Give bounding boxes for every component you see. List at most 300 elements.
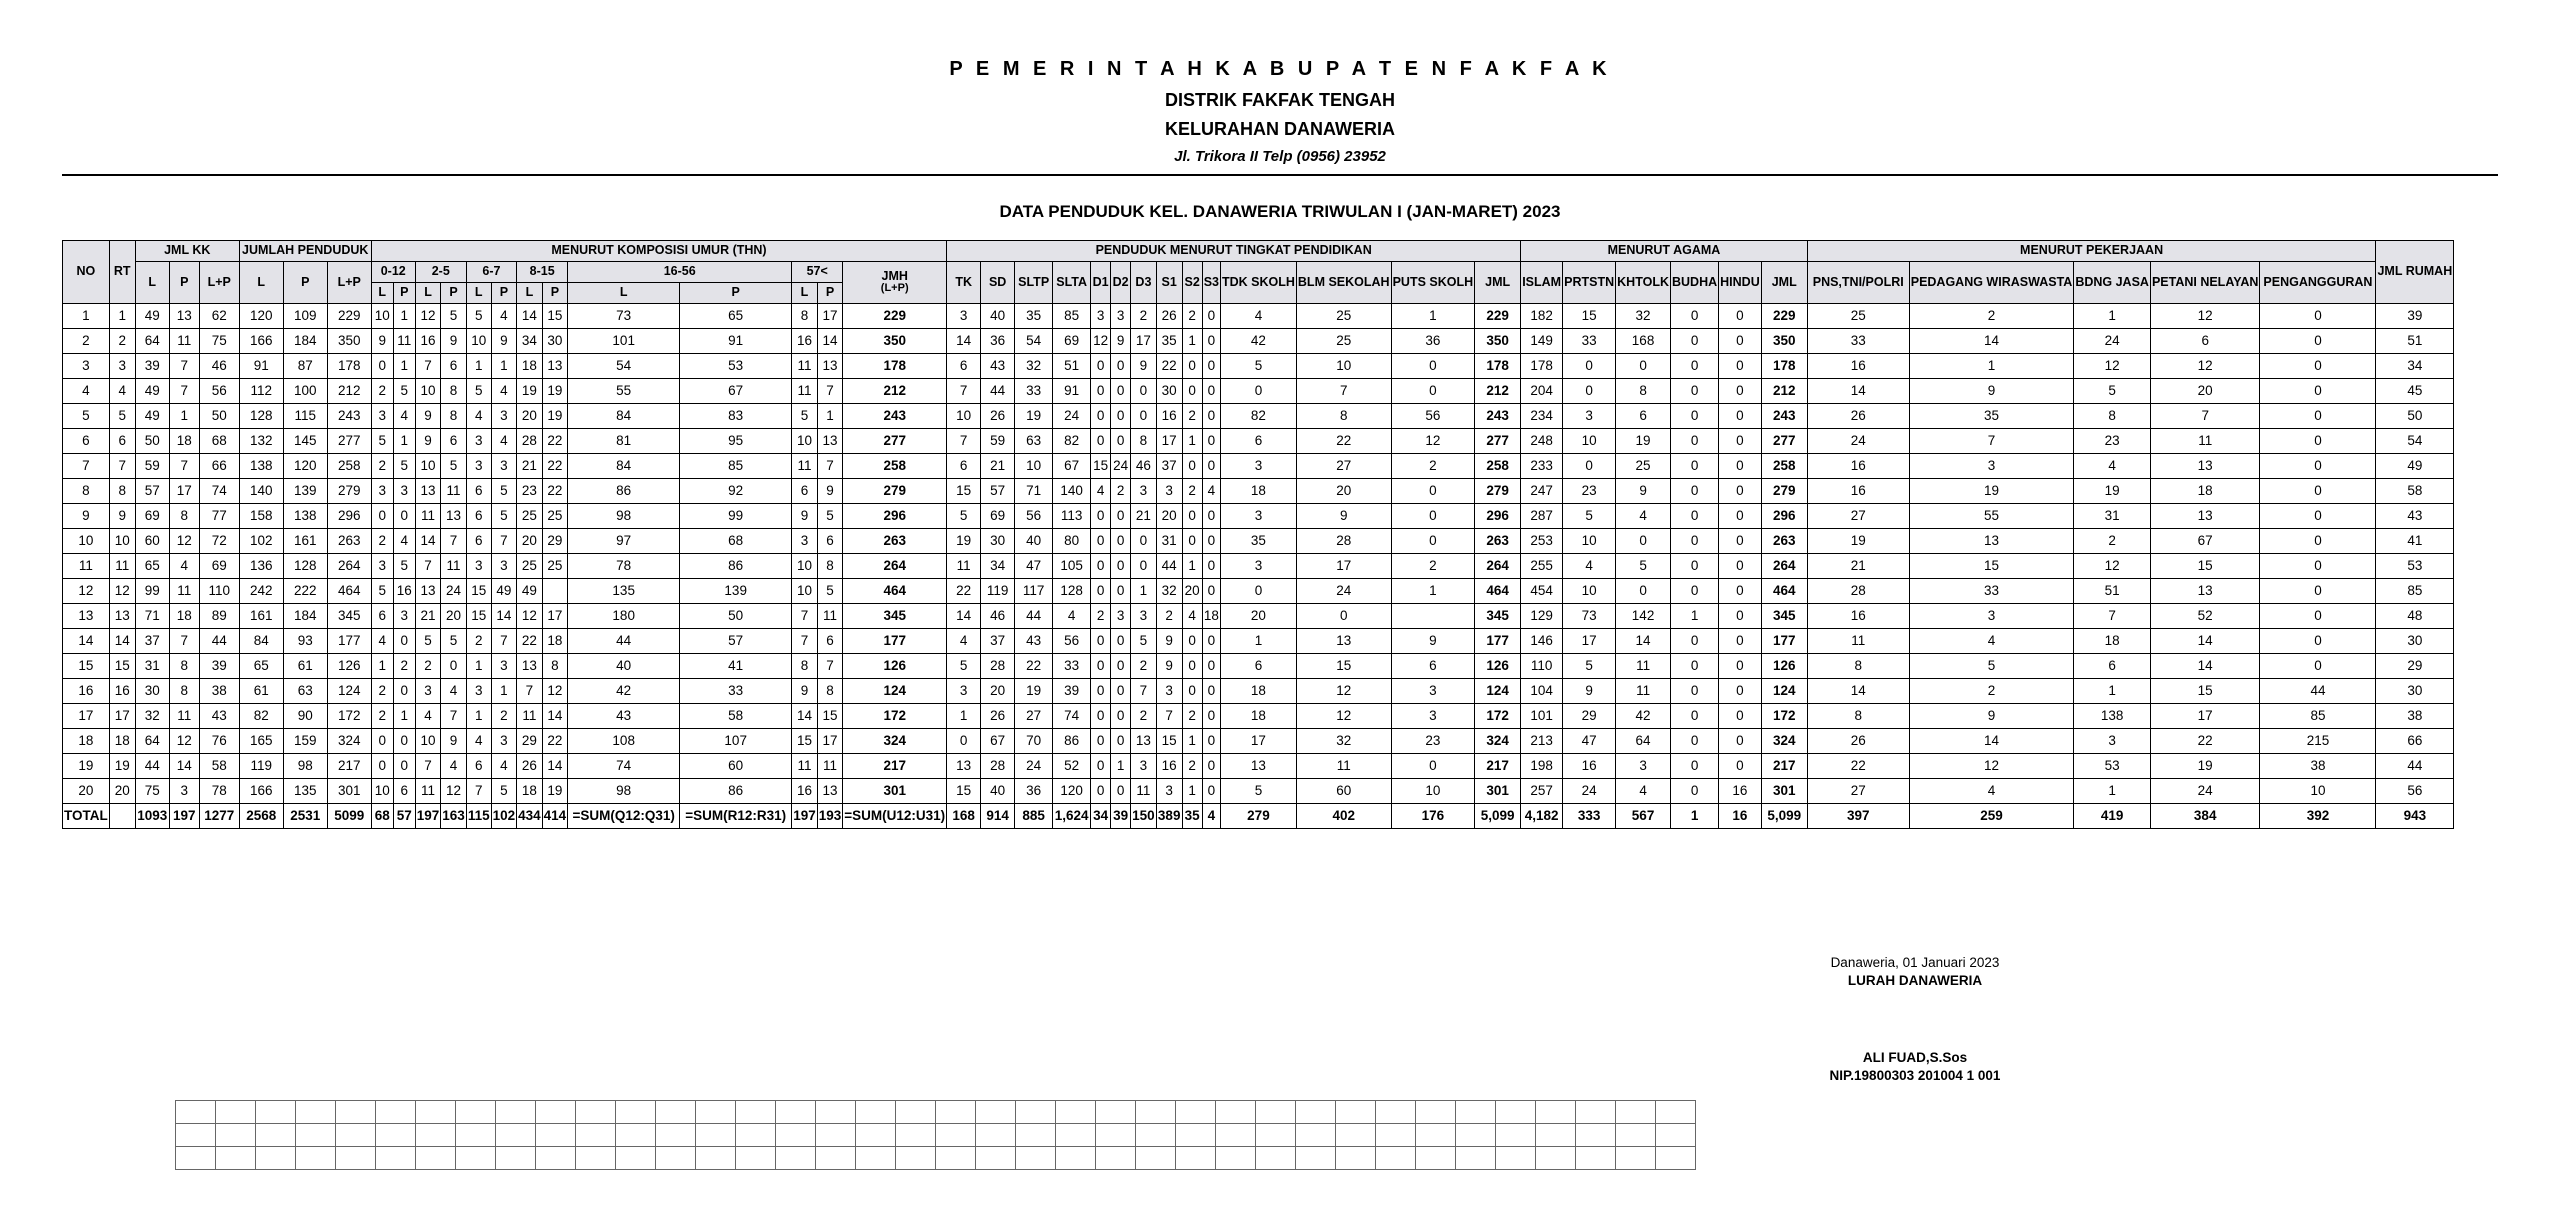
th-no: NO: [63, 241, 110, 304]
cell-edu-9: 0: [1202, 554, 1220, 579]
th-umur-6-7-p: P: [491, 283, 517, 304]
cell-umur-8: 97: [568, 529, 680, 554]
cell-penduduk-0: 140: [239, 479, 283, 504]
cell-penduduk-2: 258: [327, 454, 371, 479]
cell-penduduk-2: 124: [327, 679, 371, 704]
cell-kerja-2: 4: [2074, 454, 2151, 479]
cell-edu-12: [1391, 604, 1475, 629]
cell-agama-1: 0: [1563, 354, 1616, 379]
cell-rumah: 66: [2376, 729, 2454, 754]
cell-edu-8: 1: [1182, 329, 1202, 354]
cell-edu-4: 3: [1091, 304, 1111, 329]
cell-rumah: 53: [2376, 554, 2454, 579]
cell-edu-8: 0: [1182, 679, 1202, 704]
cell-agama-0: 146: [1521, 629, 1563, 654]
cell-edu-3: 67: [1053, 454, 1091, 479]
cell-umur-6: 20: [517, 404, 543, 429]
cell-edu-4: 4: [1091, 479, 1111, 504]
cell-kk-0: 30: [135, 679, 169, 704]
cell-edu-10: 17: [1220, 729, 1296, 754]
cell-umur-0: 5: [371, 579, 393, 604]
cell-edu-7: 32: [1156, 579, 1182, 604]
cell-no: 8: [63, 479, 110, 504]
blank-grid-cell: [576, 1101, 616, 1124]
cell-umur-2: 13: [415, 479, 441, 504]
cell-umur-7: 25: [542, 504, 568, 529]
th-umur-8-15-l: L: [517, 283, 543, 304]
cell-kk-2: 50: [199, 404, 239, 429]
cell-umur-5: 9: [491, 329, 517, 354]
cell-kk-1: 8: [169, 504, 199, 529]
cell-umur-10: 16: [792, 779, 818, 804]
cell-umur-4: 3: [466, 454, 491, 479]
cell-agama-1: 23: [1563, 479, 1616, 504]
cell-agama-1: 15: [1563, 304, 1616, 329]
blank-grid-cell: [1416, 1147, 1456, 1170]
cell-agama-4: 0: [1719, 554, 1762, 579]
cell-umur-8: 101: [568, 329, 680, 354]
cell-total-edu-9: 4: [1202, 804, 1220, 829]
cell-penduduk-0: 82: [239, 704, 283, 729]
cell-umur-4: 6: [466, 754, 491, 779]
cell-kk-1: 18: [169, 429, 199, 454]
cell-penduduk-2: 279: [327, 479, 371, 504]
cell-umur-0: 3: [371, 479, 393, 504]
cell-edu-12: 2: [1391, 554, 1475, 579]
cell-penduduk-0: 112: [239, 379, 283, 404]
cell-no: 13: [63, 604, 110, 629]
cell-agama-3: 0: [1671, 354, 1719, 379]
cell-kerja-4: 0: [2260, 654, 2376, 679]
cell-edu-3: 24: [1053, 404, 1091, 429]
th-umur-0-12-p: P: [393, 283, 415, 304]
cell-edu-13: 464: [1475, 579, 1521, 604]
cell-kk-1: 12: [169, 729, 199, 754]
th-pend-lp: L+P: [327, 262, 371, 304]
cell-edu-3: 140: [1053, 479, 1091, 504]
cell-edu-5: 0: [1111, 654, 1131, 679]
cell-jmh: 126: [843, 654, 947, 679]
blank-grid-cell: [816, 1147, 856, 1170]
blank-grid-cell: [856, 1101, 896, 1124]
cell-total-kerja-1: 259: [1909, 804, 2074, 829]
cell-rumah: 45: [2376, 379, 2454, 404]
blank-grid-cell: [216, 1124, 256, 1147]
blank-grid-cell: [776, 1101, 816, 1124]
th-kk-p: P: [169, 262, 199, 304]
cell-edu-7: 16: [1156, 404, 1182, 429]
cell-total-agama-2: 567: [1616, 804, 1671, 829]
blank-grid-cell: [1376, 1147, 1416, 1170]
cell-kerja-4: 0: [2260, 379, 2376, 404]
cell-kerja-2: 6: [2074, 654, 2151, 679]
cell-edu-2: 22: [1015, 654, 1053, 679]
cell-jmh: 301: [843, 779, 947, 804]
cell-umur-3: 5: [441, 454, 467, 479]
blank-grid-cell: [856, 1147, 896, 1170]
cell-edu-11: 9: [1296, 504, 1391, 529]
th-jmh-sub: (L+P): [880, 282, 909, 295]
cell-umur-2: 13: [415, 579, 441, 604]
cell-edu-7: 35: [1156, 329, 1182, 354]
table-row: [63, 529, 2454, 554]
cell-no: 6: [63, 429, 110, 454]
cell-rumah: 38: [2376, 704, 2454, 729]
cell-umur-8: 98: [568, 504, 680, 529]
cell-rt: 3: [109, 354, 135, 379]
cell-total-umur-1: 57: [393, 804, 415, 829]
cell-agama-1: 24: [1563, 779, 1616, 804]
cell-total-penduduk-1: 2531: [283, 804, 327, 829]
cell-agama-3: 0: [1671, 704, 1719, 729]
cell-edu-7: 26: [1156, 304, 1182, 329]
th-agama: MENURUT AGAMA: [1521, 241, 1808, 262]
th-umur-16-56-p: P: [680, 283, 792, 304]
cell-agama-0: 233: [1521, 454, 1563, 479]
blank-grid-cell: [256, 1124, 296, 1147]
cell-kerja-3: 12: [2150, 354, 2260, 379]
cell-edu-10: 13: [1220, 754, 1296, 779]
cell-edu-13: 243: [1475, 404, 1521, 429]
cell-edu-8: 1: [1182, 729, 1202, 754]
cell-agama-4: 0: [1719, 754, 1762, 779]
cell-kk-0: 37: [135, 629, 169, 654]
cell-umur-3: 9: [441, 729, 467, 754]
cell-umur-9: 92: [680, 479, 792, 504]
cell-kerja-3: 24: [2150, 779, 2260, 804]
blank-grid-cell: [1456, 1124, 1496, 1147]
cell-edu-6: 2: [1131, 304, 1157, 329]
blank-grid-cell: [1256, 1101, 1296, 1124]
blank-grid-cell: [296, 1101, 336, 1124]
blank-grid-cell: [1016, 1147, 1056, 1170]
cell-umur-4: 1: [466, 654, 491, 679]
cell-umur-11: 17: [817, 304, 843, 329]
cell-total-agama-0: 4,182: [1521, 804, 1563, 829]
cell-edu-9: 18: [1202, 604, 1220, 629]
cell-rt: 7: [109, 454, 135, 479]
cell-umur-4: 15: [466, 579, 491, 604]
cell-kerja-2: 12: [2074, 554, 2151, 579]
cell-penduduk-0: 158: [239, 504, 283, 529]
cell-umur-9: 50: [680, 604, 792, 629]
cell-umur-9: 67: [680, 379, 792, 404]
cell-kk-0: 59: [135, 454, 169, 479]
cell-umur-4: 6: [466, 479, 491, 504]
signature-title: LURAH DANAWERIA: [1847, 973, 1983, 988]
cell-total-umur-5: 102: [491, 804, 517, 829]
cell-penduduk-2: 324: [327, 729, 371, 754]
cell-umur-10: 11: [792, 454, 818, 479]
cell-kerja-0: 27: [1807, 779, 1909, 804]
cell-edu-8: 2: [1182, 704, 1202, 729]
header-divider: [62, 174, 2498, 176]
cell-umur-9: 86: [680, 779, 792, 804]
cell-kk-0: 75: [135, 779, 169, 804]
cell-edu-7: 3: [1156, 679, 1182, 704]
cell-total-umur-2: 197: [415, 804, 441, 829]
cell-kerja-3: 22: [2150, 729, 2260, 754]
cell-jmh: 296: [843, 504, 947, 529]
cell-umur-3: 7: [441, 529, 467, 554]
cell-kerja-4: 0: [2260, 604, 2376, 629]
cell-umur-3: 11: [441, 479, 467, 504]
cell-umur-6: 21: [517, 454, 543, 479]
blank-grid-cell: [1176, 1101, 1216, 1124]
cell-umur-9: 99: [680, 504, 792, 529]
cell-agama-4: 0: [1719, 629, 1762, 654]
cell-rumah: 41: [2376, 529, 2454, 554]
cell-umur-11: 13: [817, 354, 843, 379]
signature-block: [1780, 955, 2050, 1083]
cell-kerja-0: 8: [1807, 654, 1909, 679]
cell-edu-13: 263: [1475, 529, 1521, 554]
blank-grid-cell: [1496, 1124, 1536, 1147]
cell-rt: 8: [109, 479, 135, 504]
cell-edu-11: 25: [1296, 329, 1391, 354]
cell-edu-6: 8: [1131, 429, 1157, 454]
cell-agama-3: 0: [1671, 429, 1719, 454]
cell-umur-11: 14: [817, 329, 843, 354]
th-edu-jml: JML: [1475, 262, 1521, 304]
cell-edu-0: 7: [947, 379, 981, 404]
cell-umur-0: 2: [371, 379, 393, 404]
cell-umur-0: 2: [371, 704, 393, 729]
cell-kk-0: 69: [135, 504, 169, 529]
cell-kk-1: 13: [169, 304, 199, 329]
cell-penduduk-1: 98: [283, 754, 327, 779]
cell-kerja-2: 138: [2074, 704, 2151, 729]
cell-edu-0: 3: [947, 304, 981, 329]
blank-grid-cell: [856, 1124, 896, 1147]
cell-kk-0: 64: [135, 729, 169, 754]
cell-kerja-4: 0: [2260, 429, 2376, 454]
cell-edu-13: 258: [1475, 454, 1521, 479]
cell-penduduk-1: 90: [283, 704, 327, 729]
cell-kerja-3: 52: [2150, 604, 2260, 629]
cell-umur-11: 8: [817, 554, 843, 579]
blank-grid-cell: [936, 1124, 976, 1147]
cell-edu-0: 15: [947, 479, 981, 504]
cell-rt: 16: [109, 679, 135, 704]
cell-total-agama-5: 5,099: [1761, 804, 1807, 829]
cell-umur-6: 20: [517, 529, 543, 554]
cell-rumah: 85: [2376, 579, 2454, 604]
cell-edu-5: 3: [1111, 304, 1131, 329]
th-umur-57: 57<: [792, 262, 843, 283]
cell-edu-11: 11: [1296, 754, 1391, 779]
cell-edu-3: 56: [1053, 629, 1091, 654]
cell-kerja-3: 13: [2150, 504, 2260, 529]
blank-grid-cell: [936, 1101, 976, 1124]
table-row: [63, 754, 2454, 779]
cell-umur-10: 14: [792, 704, 818, 729]
cell-umur-5: 3: [491, 654, 517, 679]
cell-umur-11: 1: [817, 404, 843, 429]
blank-grid-cell: [1416, 1124, 1456, 1147]
cell-edu-11: 17: [1296, 554, 1391, 579]
cell-penduduk-1: 139: [283, 479, 327, 504]
cell-umur-9: 60: [680, 754, 792, 779]
blank-grid-cell: [416, 1101, 456, 1124]
cell-umur-0: 0: [371, 504, 393, 529]
cell-agama-1: 10: [1563, 579, 1616, 604]
cell-no: 11: [63, 554, 110, 579]
cell-edu-6: 21: [1131, 504, 1157, 529]
cell-umur-10: 10: [792, 579, 818, 604]
blank-grid-cell: [1056, 1147, 1096, 1170]
cell-penduduk-0: 65: [239, 654, 283, 679]
cell-edu-5: 0: [1111, 679, 1131, 704]
th-edu-sd: SD: [981, 262, 1015, 304]
cell-edu-10: 18: [1220, 704, 1296, 729]
cell-total-edu-8: 35: [1182, 804, 1202, 829]
cell-umur-5: 4: [491, 304, 517, 329]
cell-umur-5: 3: [491, 729, 517, 754]
cell-penduduk-1: 184: [283, 604, 327, 629]
blank-grid-cell: [1136, 1124, 1176, 1147]
blank-grid-cell: [1576, 1124, 1616, 1147]
cell-edu-0: 6: [947, 354, 981, 379]
cell-agama-3: 0: [1671, 654, 1719, 679]
cell-edu-7: 3: [1156, 779, 1182, 804]
cell-kerja-2: 2: [2074, 529, 2151, 554]
cell-edu-9: 0: [1202, 679, 1220, 704]
cell-penduduk-2: 212: [327, 379, 371, 404]
cell-penduduk-2: 277: [327, 429, 371, 454]
cell-edu-0: 19: [947, 529, 981, 554]
cell-umur-5: 5: [491, 779, 517, 804]
cell-penduduk-1: 100: [283, 379, 327, 404]
cell-edu-13: 212: [1475, 379, 1521, 404]
cell-jmh: 263: [843, 529, 947, 554]
cell-penduduk-2: 263: [327, 529, 371, 554]
cell-edu-5: 0: [1111, 554, 1131, 579]
th-agama-islam: ISLAM: [1521, 262, 1563, 304]
cell-agama-1: 29: [1563, 704, 1616, 729]
cell-rumah: 43: [2376, 504, 2454, 529]
cell-edu-10: 5: [1220, 354, 1296, 379]
cell-agama-4: 0: [1719, 729, 1762, 754]
cell-edu-3: 80: [1053, 529, 1091, 554]
cell-agama-1: 10: [1563, 529, 1616, 554]
cell-edu-9: 0: [1202, 354, 1220, 379]
cell-umur-9: 53: [680, 354, 792, 379]
cell-kerja-4: 0: [2260, 354, 2376, 379]
cell-agama-4: 0: [1719, 429, 1762, 454]
cell-edu-0: 14: [947, 329, 981, 354]
cell-edu-3: 51: [1053, 354, 1091, 379]
blank-grid-cell: [216, 1147, 256, 1170]
table-row: [63, 429, 2454, 454]
cell-edu-1: 69: [981, 504, 1015, 529]
cell-agama-4: 0: [1719, 329, 1762, 354]
cell-kerja-4: 10: [2260, 779, 2376, 804]
cell-total-rt: [109, 804, 135, 829]
th-umur-8-15: 8-15: [517, 262, 568, 283]
cell-edu-8: 4: [1182, 604, 1202, 629]
cell-edu-1: 30: [981, 529, 1015, 554]
cell-edu-10: 18: [1220, 679, 1296, 704]
cell-edu-7: 16: [1156, 754, 1182, 779]
cell-rumah: 39: [2376, 304, 2454, 329]
cell-edu-9: 4: [1202, 479, 1220, 504]
cell-edu-5: 9: [1111, 329, 1131, 354]
cell-umur-0: 9: [371, 329, 393, 354]
cell-umur-4: 6: [466, 529, 491, 554]
blank-grid-cell: [216, 1101, 256, 1124]
cell-no: 20: [63, 779, 110, 804]
cell-edu-13: 350: [1475, 329, 1521, 354]
table-row: [63, 579, 2454, 604]
cell-edu-5: 0: [1111, 704, 1131, 729]
blank-grid-cell: [1256, 1124, 1296, 1147]
cell-edu-5: 0: [1111, 354, 1131, 379]
table-row: [63, 329, 2454, 354]
cell-edu-11: 25: [1296, 304, 1391, 329]
cell-agama-3: 0: [1671, 554, 1719, 579]
cell-total-umur-6: 434: [517, 804, 543, 829]
cell-edu-7: 31: [1156, 529, 1182, 554]
cell-edu-3: 105: [1053, 554, 1091, 579]
cell-penduduk-1: 135: [283, 779, 327, 804]
cell-edu-8: 1: [1182, 429, 1202, 454]
th-edu-d2: D2: [1111, 262, 1131, 304]
document-header: [0, 0, 2560, 165]
cell-total-umur-8: =SUM(Q12:Q31): [568, 804, 680, 829]
cell-kerja-3: 18: [2150, 479, 2260, 504]
cell-edu-4: 0: [1091, 404, 1111, 429]
cell-agama-1: 16: [1563, 754, 1616, 779]
cell-edu-2: 33: [1015, 379, 1053, 404]
blank-grid-cell: [256, 1147, 296, 1170]
cell-kk-0: 39: [135, 354, 169, 379]
cell-umur-0: 10: [371, 779, 393, 804]
cell-umur-1: 0: [393, 729, 415, 754]
cell-edu-11: 20: [1296, 479, 1391, 504]
cell-umur-6: 18: [517, 779, 543, 804]
blank-grid-cell: [1336, 1147, 1376, 1170]
cell-edu-4: 0: [1091, 579, 1111, 604]
cell-kerja-0: 25: [1807, 304, 1909, 329]
cell-edu-4: 0: [1091, 354, 1111, 379]
cell-umur-7: 17: [542, 604, 568, 629]
cell-kk-2: 78: [199, 779, 239, 804]
cell-umur-0: 4: [371, 629, 393, 654]
cell-edu-9: 0: [1202, 579, 1220, 604]
cell-agama-0: 149: [1521, 329, 1563, 354]
cell-agama-3: 0: [1671, 679, 1719, 704]
cell-edu-11: 15: [1296, 654, 1391, 679]
cell-umur-11: 13: [817, 429, 843, 454]
cell-edu-6: 3: [1131, 604, 1157, 629]
cell-edu-13: 264: [1475, 554, 1521, 579]
cell-kerja-1: 3: [1909, 454, 2074, 479]
cell-edu-5: 0: [1111, 779, 1131, 804]
cell-agama-5: 301: [1761, 779, 1807, 804]
cell-umur-2: 10: [415, 379, 441, 404]
cell-edu-12: 36: [1391, 329, 1475, 354]
cell-jmh: 124: [843, 679, 947, 704]
cell-agama-4: 0: [1719, 704, 1762, 729]
cell-umur-8: 81: [568, 429, 680, 454]
cell-kerja-1: 13: [1909, 529, 2074, 554]
cell-umur-0: 2: [371, 454, 393, 479]
th-komposisi-umur: MENURUT KOMPOSISI UMUR (THN): [371, 241, 946, 262]
cell-kerja-3: 67: [2150, 529, 2260, 554]
cell-agama-3: 0: [1671, 629, 1719, 654]
cell-penduduk-1: 128: [283, 554, 327, 579]
